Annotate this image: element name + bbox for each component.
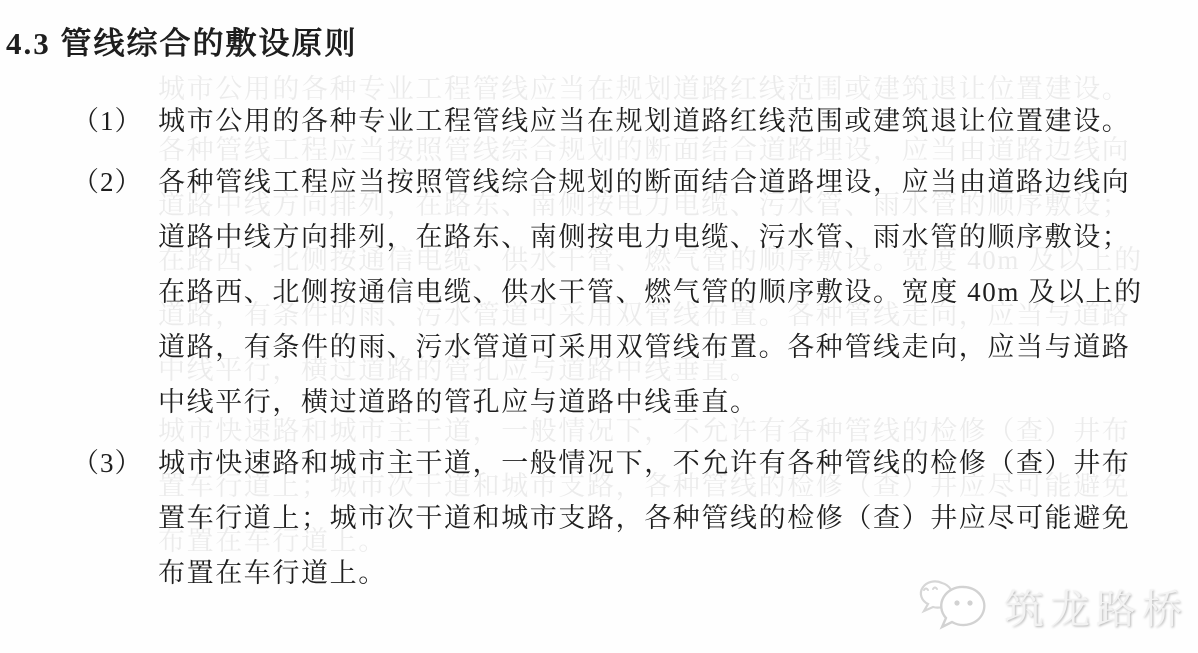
scan-ghost-artifact: 各种管线工程应当按照管线综合规划的断面结合道路埋设，应当由道路边线向 [158,135,1131,165]
text-line [158,245,1153,320]
list-item-number: （3） [72,448,143,478]
text-line-content: 城市快速路和城市主干道，一般情况下，不允许有各种管线的检修（查）井布 [158,448,1131,478]
watermark-label: 筑龙路桥 [1004,586,1188,632]
text-line [158,74,1153,149]
list-item [0,74,1198,149]
text-line [158,135,1153,210]
text-line-content: 道路，有条件的雨、污水管道可采用双管线布置。各种管线走向，应当与道路 [158,332,1131,362]
text-line-content: 各种管线工程应当按照管线综合规划的断面结合道路埋设，应当由道路边线向 [158,167,1131,197]
text-line-content: 置车行道上；城市次干道和城市支路，各种管线的检修（查）井应尽可能避免 [158,503,1131,533]
text-line-content: 中线平行，横过道路的管孔应与道路中线垂直。 [158,387,759,417]
text-line [158,190,1153,265]
brand-watermark [912,575,1188,637]
text-line-content: 布置在车行道上。 [158,558,387,588]
list-item [0,135,1198,430]
scan-ghost-artifact: 城市公用的各种专业工程管线应当在规划道路红线范围或建筑退让位置建设。 [158,74,1131,104]
scan-ghost-artifact: 在路西、北侧按通信电缆、供水干管、燃气管的顺序敷设。宽度 40m 及以上的 [158,245,1143,275]
text-line [158,355,1153,430]
section-title: 4.3 管线综合的敷设原则 [6,26,358,61]
wechat-bubbles-icon [912,575,996,637]
text-line [158,471,1153,546]
scan-ghost-artifact: 置车行道上；城市次干道和城市支路，各种管线的检修（查）井应尽可能避免 [158,471,1131,501]
list-item-body [158,135,1153,430]
list-item-number: （2） [72,167,143,197]
text-line [158,300,1153,375]
scan-ghost-artifact: 布置在车行道上。 [158,526,387,556]
list-item-number: （1） [72,106,143,136]
text-line-content: 在路西、北侧按通信电缆、供水干管、燃气管的顺序敷设。宽度 40m 及以上的 [158,277,1143,307]
text-line [158,416,1153,491]
scan-ghost-artifact: 中线平行，横过道路的管孔应与道路中线垂直。 [158,355,759,385]
scan-ghost-artifact: 道路，有条件的雨、污水管道可采用双管线布置。各种管线走向，应当与道路 [158,300,1131,330]
list-item-body [158,74,1153,149]
text-line-content: 道路中线方向排列，在路东、南侧按电力电缆、污水管、雨水管的顺序敷设； [158,222,1131,252]
text-line-content: 城市公用的各种专业工程管线应当在规划道路红线范围或建筑退让位置建设。 [158,106,1131,136]
scan-ghost-artifact: 城市快速路和城市主干道，一般情况下，不允许有各种管线的检修（查）井布 [158,416,1131,446]
scan-ghost-artifact: 道路中线方向排列，在路东、南侧按电力电缆、污水管、雨水管的顺序敷设； [158,190,1131,220]
